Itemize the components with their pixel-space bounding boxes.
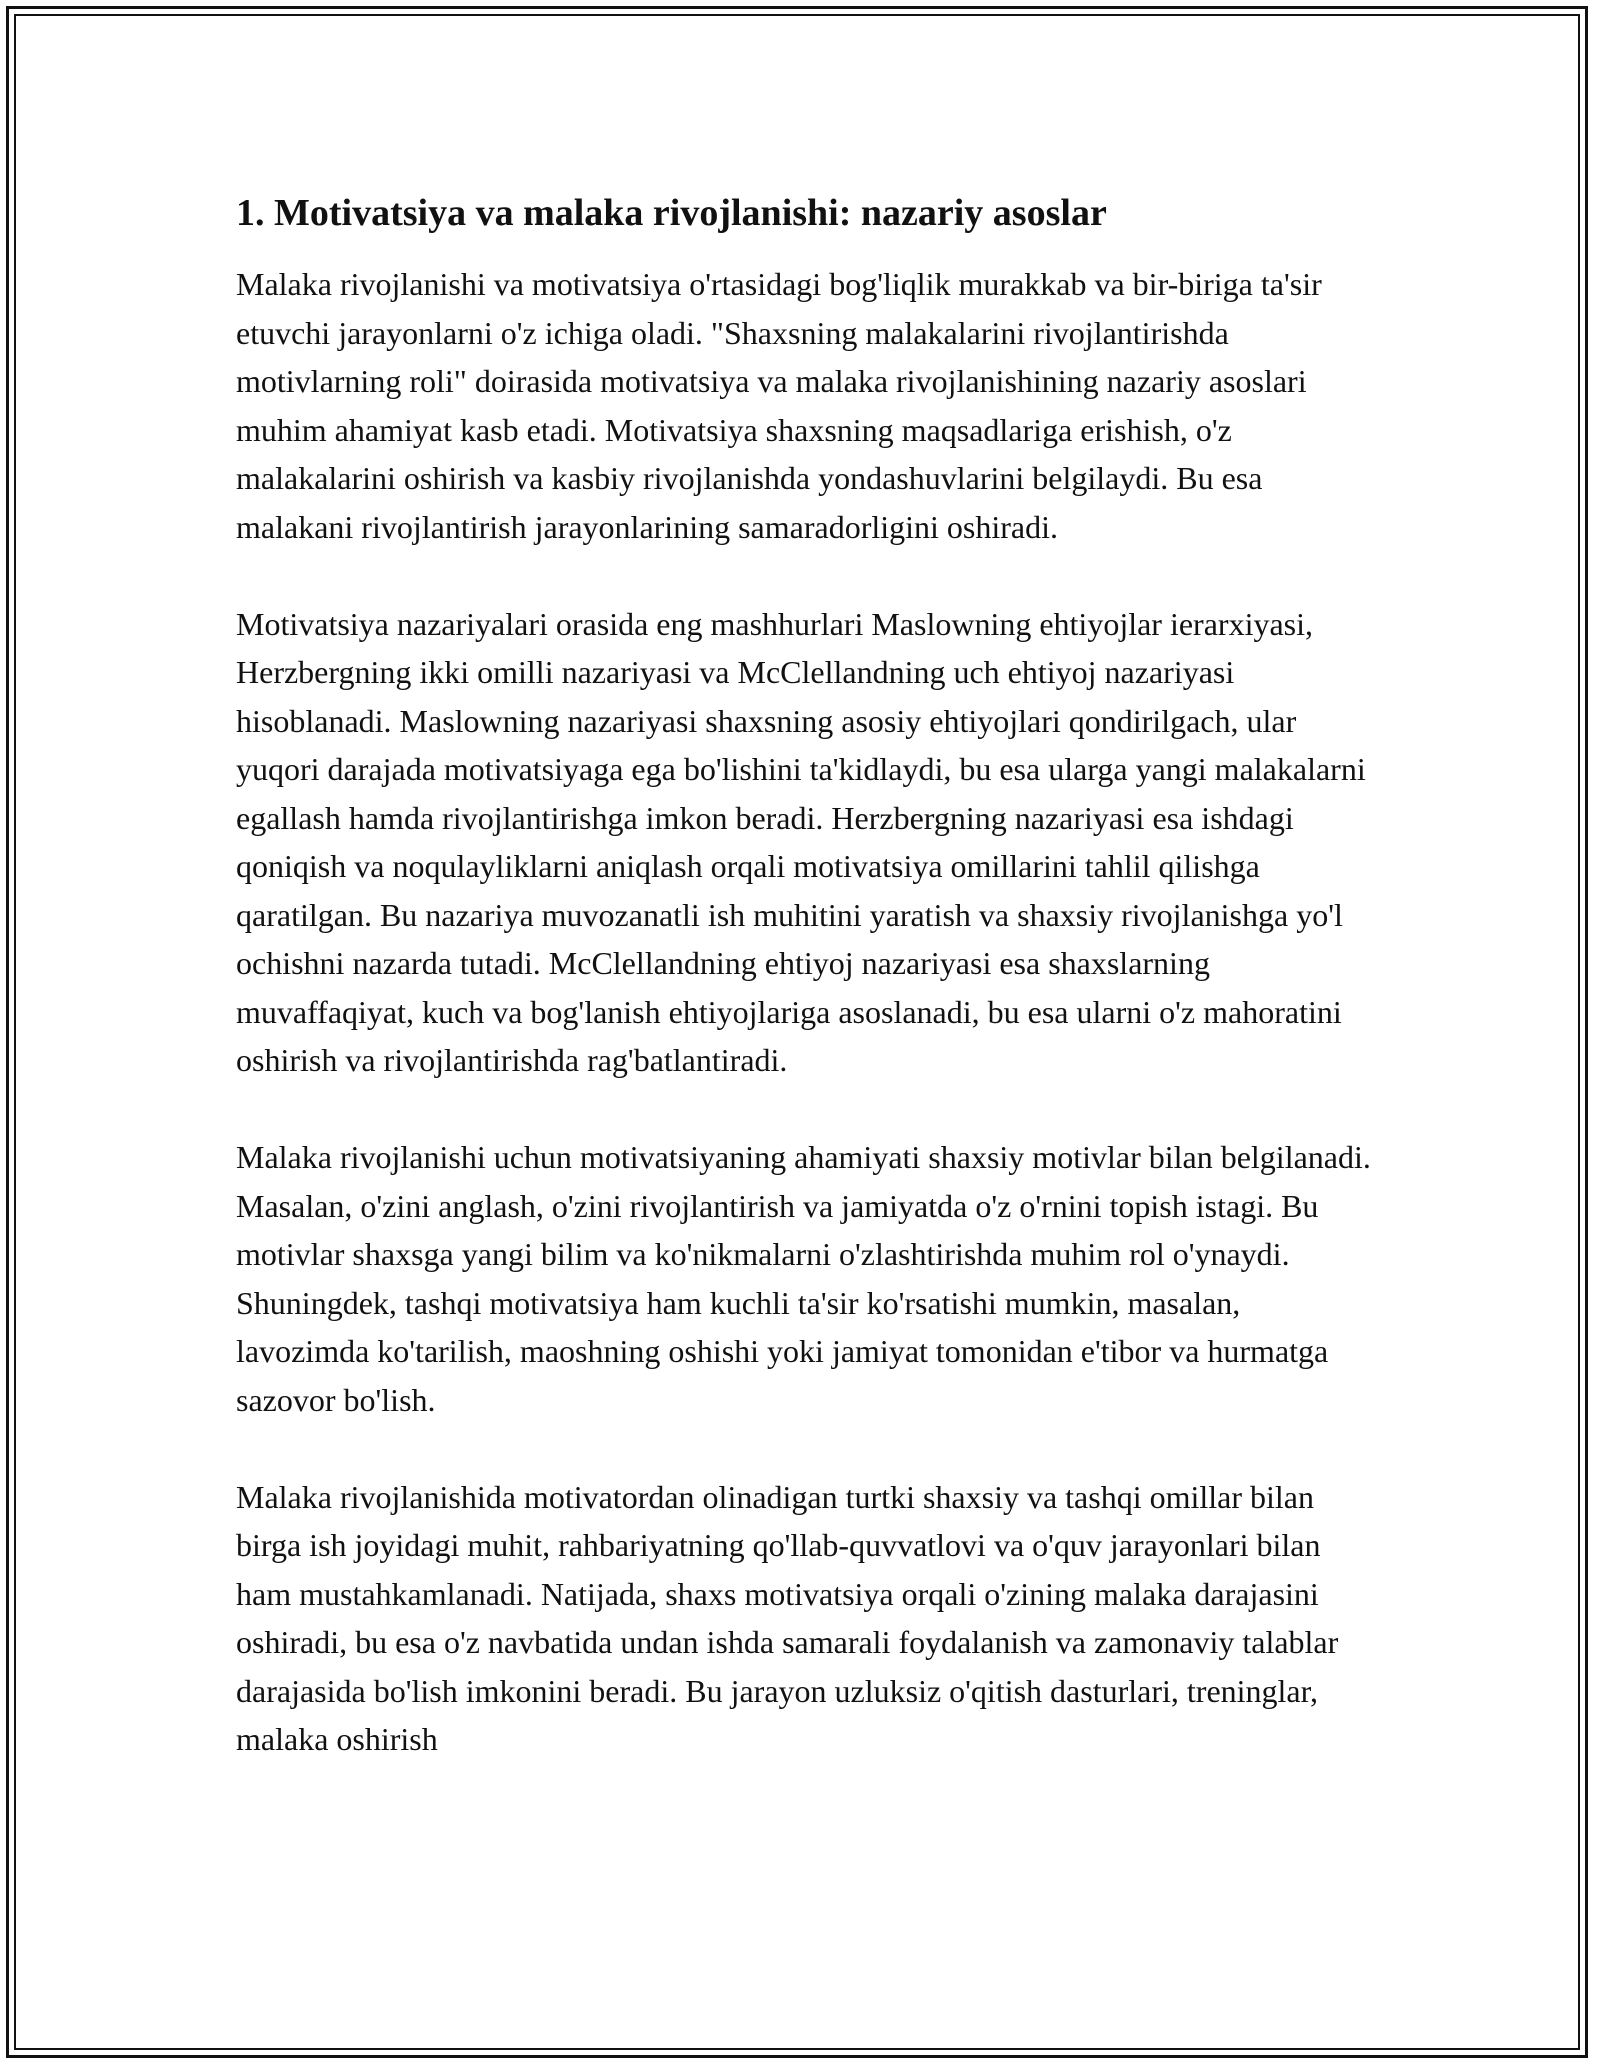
paragraph-3: Malaka rivojlanishi uchun motivatsiyaning ahamiyati shaxsiy motivlar bilan belgilanadi. Masalan, o'zini anglash, o'zini rivojlantirish va jamiyatda o'z o'rnini topish istagi. Bu motivlar shaxsga yangi bilim va ko'nikmalarni o'zlashtirishda muhim rol o'ynaydi. Shuningdek, tashqi motivatsiya ham kuchli ta'sir ko'rsatishi mumkin, masalan, lavozimda ko'tarilish, maoshning oshishi yoki jamiyat tomonidan e'tibor va hurmatga sazovor bo'lish. xyxy=(236,1139,1371,1418)
section-heading: 1. Motivatsiya va malaka rivojlanishi: nazariy asoslar xyxy=(236,192,1107,234)
paragraph-4: Malaka rivojlanishida motivatordan olinadigan turtki shaxsiy va tashqi omillar bilan birga ish joyidagi muhit, rahbariyatning qo'llab-quvvatlovi va o'quv jarayonlari bilan ham mustahkamlanadi. Natijada, shaxs motivatsiya orqali o'zining malaka darajasini oshiradi, bu esa o'z navbatida undan ishda samarali foydalanish va zamonaviy talablar darajasida bo'lish imkonini beradi. Bu jarayon uzluksiz o'qitish dasturlari, treninglar, malaka oshirish xyxy=(236,1478,1339,1757)
paragraph-1: Malaka rivojlanishi va motivatsiya o'rtasidagi bog'liqlik murakkab va bir-biriga ta'sir etuvchi jarayonlarni o'z ichiga oladi. "Shaxsning malakalarini rivojlantirishda motivlarning roli" doirasida motivatsiya va malaka rivojlanishining nazariy asoslari muhim ahamiyat kasb etadi. Motivatsiya shaxsning maqsadlariga erishish, o'z malakalarini oshirish va kasbiy rivojlanishda yondashuvlarini belgilaydi. Bu esa malakani rivojlantirish jarayonlarining samaradorligini oshiradi. xyxy=(236,266,1322,545)
paragraph-2: Motivatsiya nazariyalari orasida eng mashhurlari Maslowning ehtiyojlar ierarxiyasi, Herzbergning ikki omilli nazariyasi va McClellandning uch ehtiyoj nazariyasi hisoblanadi. Maslowning nazariyasi shaxsning asosiy ehtiyojlari qondirilgach, ular yuqori darajada motivatsiyaga ega bo'lishini ta'kidlaydi, bu esa ularga yangi malakalarni egallash hamda rivojlantirishga imkon beradi. Herzbergning nazariyasi esa ishdagi qoniqish va noqulayliklarni aniqlash orqali motivatsiya omillarini tahlil qilishga qaratilgan. Bu nazariya muvozanatli ish muhitini yaratish va shaxsiy rivojlanishga yo'l ochishni nazarda tutadi. McClellandning ehtiyoj nazariyasi esa shaxslarning muvaffaqiyat, kuch va bog'lanish ehtiyojlariga asoslanadi, bu esa ularni o'z mahoratini oshirish va rivojlantirishda rag'batlantiradi. xyxy=(236,605,1366,1078)
document-body xyxy=(236,186,1376,1812)
